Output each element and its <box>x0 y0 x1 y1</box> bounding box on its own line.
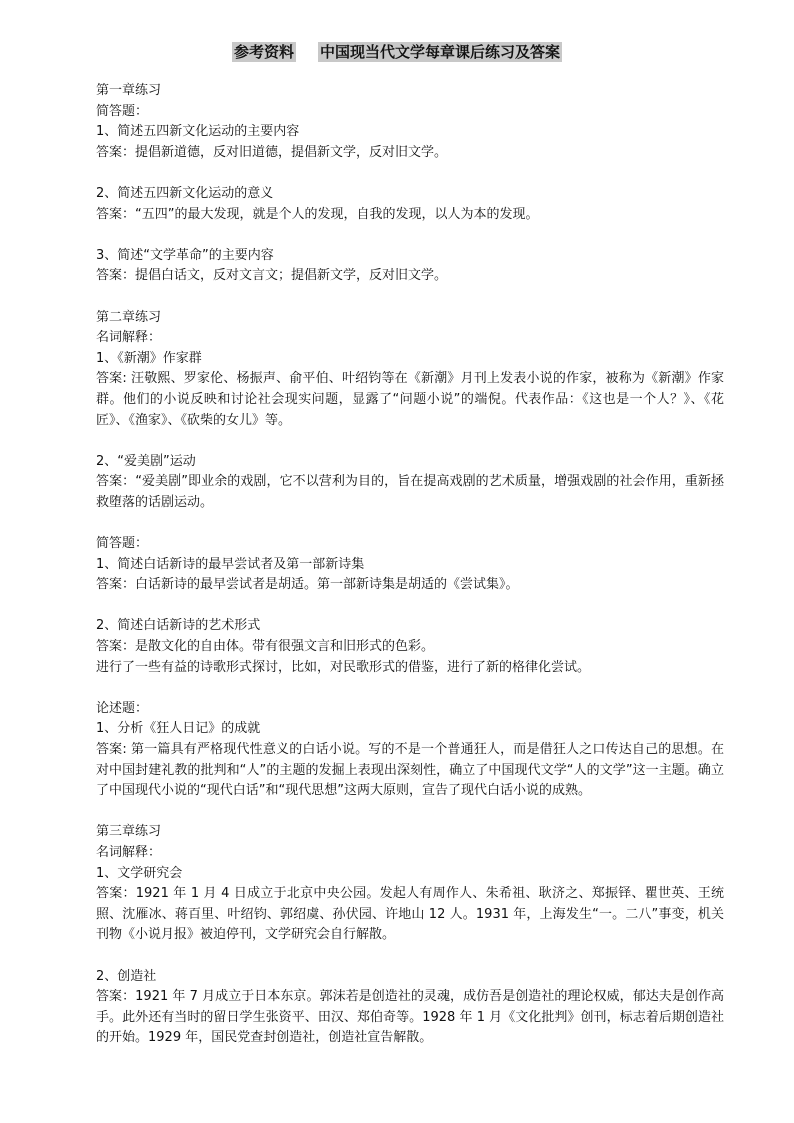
section-essay: 论述题： <box>96 700 149 716</box>
question: 3、简述“文学革命”的主要内容 <box>96 247 274 263</box>
answer: 答案：1921 年 7 月成立于日本东京。郭沫若是创造社的灵魂，成仿吾是创造社的理论权威，郁达夫是创作高手。此外还有当时的留日学生张资平、田汉、郑伯奇等。1928 年 1 月《文化批判》创刊，标志着后期创造社的开始。1929 年，国民党查封创造社，创造社宣告解散。 <box>96 989 724 1046</box>
question: 2、简述白话新诗的艺术形式 <box>96 618 261 634</box>
chapter-1-heading: 第一章练习 <box>96 83 162 98</box>
section-short-answer: 简答题： <box>96 536 149 552</box>
question: 2、简述五四新文化运动的意义 <box>96 185 274 201</box>
question: 1、分析《狂人日记》的成就 <box>96 721 261 737</box>
title-reference-label: 参考资料 <box>233 43 294 61</box>
answer: 答案: 第一篇具有严格现代性意义的白话小说。写的不是一个普通狂人，而是借狂人之口传达自己的思想。在对中国封建礼教的批判和“人”的主题的发掘上表现出深刻性，确立了中国现代文学“人的文学”这一主题。确立了中国现代小说的“现代白话”和“现代思想”这两大原则，宣告了现代白话小说的成熟。 <box>96 742 724 799</box>
question: 1、简述白话新诗的最早尝试者及第一部新诗集 <box>96 556 365 572</box>
term: 2、“爱美剧”运动 <box>96 453 196 469</box>
answer: 答案：白话新诗的最早尝试者是胡适。第一部新诗集是胡适的《尝试集》。 <box>96 577 519 593</box>
section-term-explanation: 名词解释： <box>96 330 162 346</box>
term: 1、文学研究会 <box>96 865 183 881</box>
term: 2、创造社 <box>96 968 157 984</box>
document-title <box>0 40 794 64</box>
document-body <box>96 81 724 1049</box>
answer: 答案：是散文化的自由体。带有很强文言和旧形式的色彩。 <box>96 639 435 655</box>
section-term-explanation: 名词解释： <box>96 844 162 860</box>
answer: 答案: 汪敬熙、罗家伦、杨振声、俞平伯、叶绍钧等在《新潮》月刊上发表小说的作家，被称为《新潮》作家群。他们的小说反映和讨论社会现实问题，显露了“问题小说”的端倪。代表作品：《这也是一个人？》、《花匠》、《渔家》、《砍柴的女儿》等。 <box>96 371 724 428</box>
answer: 答案：1921 年 1 月 4 日成立于北京中央公园。发起人有周作人、朱希祖、耿济之、郑振铎、瞿世英、王统照、沈雁冰、蒋百里、叶绍钧、郭绍虞、孙伏园、许地山 12 人。1931 年，上海发生“一。二八”事变，机关刊物《小说月报》被迫停刊，文学研究会自行解散。 <box>96 886 724 943</box>
chapter-2-heading: 第二章练习 <box>96 309 162 325</box>
section-short-answer: 简答题： <box>96 103 149 119</box>
answer-continued: 进行了一些有益的诗歌形式探讨，比如，对民歌形式的借鉴，进行了新的格律化尝试。 <box>96 659 591 675</box>
answer: 答案：“爱美剧”即业余的戏剧，它不以营利为目的，旨在提高戏剧的艺术质量，增强戏剧的社会作用，重新拯救堕落的话剧运动。 <box>96 474 724 510</box>
answer: 答案：提倡新道德，反对旧道德，提倡新文学，反对旧文学。 <box>96 144 448 160</box>
answer: 答案：“五四”的最大发现，就是个人的发现，自我的发现，以人为本的发现。 <box>96 206 539 222</box>
chapter-3-heading: 第三章练习 <box>96 824 162 840</box>
answer: 答案：提倡白话文，反对文言文；提倡新文学，反对旧文学。 <box>96 268 448 284</box>
title-main: 中国现当代文学每章课后练习及答案 <box>320 43 561 61</box>
question: 1、简述五四新文化运动的主要内容 <box>96 124 300 140</box>
term: 1、《新潮》作家群 <box>96 350 202 366</box>
